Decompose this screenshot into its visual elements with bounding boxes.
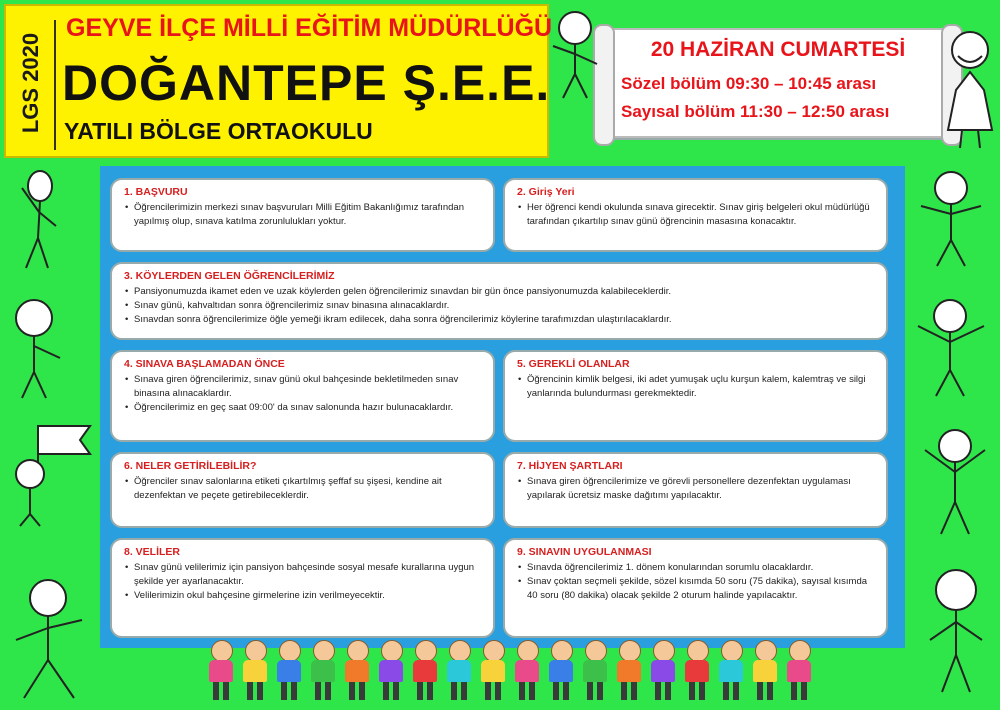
card-title: 6. NELER GETİRİLEBİLİR? [124, 460, 257, 472]
card-title: 8. VELİLER [124, 546, 181, 558]
card-entry-place [503, 178, 888, 252]
flag-stick-figure-icon [8, 418, 98, 528]
child-icon [310, 640, 336, 700]
numeric-session: Sayısal bölüm 11:30 – 12:50 arası [621, 102, 890, 121]
child-icon [480, 640, 506, 700]
stick-figure-icon [12, 168, 62, 273]
card-title: 2. Giriş Yeri [517, 186, 575, 198]
child-icon [582, 640, 608, 700]
list-item: • Sınava giren öğrencilerimize ve görevli personellere dezenfektan uygulaması yapılarak ücretsiz maske dağıtımı yapılacaktır. [527, 475, 874, 503]
list-item: • Velilerimizin okul bahçesine girmelerine izin verilmeyecektir. [134, 589, 481, 603]
stick-figure-icon [940, 10, 998, 150]
list-item: • Öğrenciler sınav salonlarına etiketi çıkartılmış şeffaf su şişesi, kendine ait dezenfektan ve peçete getirebileceklerdir. [134, 475, 481, 503]
child-icon [446, 640, 472, 700]
child-icon [752, 640, 778, 700]
stick-figure-icon [545, 6, 605, 101]
stick-figure-icon [910, 290, 992, 400]
child-icon [718, 640, 744, 700]
child-icon [548, 640, 574, 700]
stick-figure-icon [4, 570, 94, 705]
card-village-students [110, 262, 888, 340]
card-title: 7. HİJYEN ŞARTLARI [517, 460, 623, 472]
child-icon [650, 640, 676, 700]
lgs-year-label [10, 10, 52, 156]
schedule-scroll [605, 28, 951, 138]
stick-figure-icon [915, 160, 987, 270]
child-icon [242, 640, 268, 700]
list-item: • Pansiyonumuzda ikamet eden ve uzak köylerden gelen öğrencilerimiz sınavdan bir gün önce pansiyonumuzda kalabileceklerdir. [134, 285, 874, 299]
lgs-year-text: LGS 2020 [18, 32, 43, 134]
list-item: • Sınav günü velilerimiz için pansiyon bahçesinde sosyal mesafe kurallarına uygun şekilde yer ayarlanacaktır. [134, 561, 481, 589]
card-exam-conduct [503, 538, 888, 638]
card-allowed-items [110, 452, 495, 528]
child-icon [378, 640, 404, 700]
card-requirements [503, 350, 888, 442]
school-subtitle: YATILI BÖLGE ORTAOKULU [64, 118, 373, 144]
card-hygiene [503, 452, 888, 528]
list-item: • Öğrencilerimizin merkezi sınav başvuruları Milli Eğitim Bakanlığımız tarafından yapılmış olup, sınava katılma zorunlulukları yoktur. [134, 201, 481, 229]
header-banner [4, 4, 553, 158]
directorate-title: GEYVE İLÇE MİLLİ EĞİTİM MÜDÜRLÜĞÜ [66, 14, 553, 42]
header-divider [54, 20, 56, 150]
list-item: • Sınava giren öğrencilerimiz, sınav günü okul bahçesinde bekletilmeden sınav binasına alınacaklardır. [134, 373, 481, 401]
card-before-exam [110, 350, 495, 442]
stick-figure-icon [915, 420, 995, 540]
card-parents [110, 538, 495, 638]
child-icon [786, 640, 812, 700]
card-title: 5. GEREKLİ OLANLAR [517, 358, 630, 370]
card-title: 1. BAŞVURU [124, 186, 188, 198]
child-icon [208, 640, 234, 700]
card-title: 3. KÖYLERDEN GELEN ÖĞRENCİLERİMİZ [124, 270, 335, 282]
list-item: • Her öğrenci kendi okulunda sınava girecektir. Sınav giriş belgeleri okul müdürlüğü tarafından çıkartılıp sınav günü öğrencinin masasına konacaktır. [527, 201, 874, 229]
child-icon [412, 640, 438, 700]
info-board [100, 166, 905, 648]
exam-date: 20 HAZİRAN CUMARTESİ [650, 38, 906, 61]
card-application [110, 178, 495, 252]
child-icon [616, 640, 642, 700]
verbal-session: Sözel bölüm 09:30 – 10:45 arası [621, 74, 877, 93]
list-item: • Sınavda öğrencilerimiz 1. dönem konularından sorumlu olacaklardır. [527, 561, 874, 575]
school-name: DOĞANTEPE Ş.E.E. [62, 55, 551, 111]
list-item: • Sınav günü, kahvaltıdan sonra öğrencilerimiz sınav binasına alınacaklardır. [134, 299, 874, 313]
stick-figure-icon [918, 560, 996, 700]
card-title: 9. SINAVIN UYGULANMASI [517, 546, 652, 558]
list-item: • Öğrencinin kimlik belgesi, iki adet yumuşak uçlu kurşun kalem, kalemtraş ve silgi yanlarında bulundurması gerekmektedir. [527, 373, 874, 401]
card-title: 4. SINAVA BAŞLAMADAN ÖNCE [124, 358, 285, 370]
list-item: • Sınavdan sonra öğrencilerimize öğle yemeği ikram edilecek, daha sonra öğrencilerimiz köylerine tarafımızdan ulaştırılacaklardır. [134, 313, 874, 327]
child-icon [684, 640, 710, 700]
list-item: • Öğrencilerimiz en geç saat 09:00' da sınav salonunda hazır bulunacaklardır. [134, 401, 481, 415]
list-item: • Sınav çoktan seçmeli şekilde, sözel kısımda 50 soru (75 dakika), sayısal kısımda 40 soru (80 dakika) olacak şekilde 2 oturum halinde yapılacaktır. [527, 575, 874, 603]
child-icon [344, 640, 370, 700]
stick-figure-icon [6, 292, 66, 402]
child-icon [276, 640, 302, 700]
child-icon [514, 640, 540, 700]
